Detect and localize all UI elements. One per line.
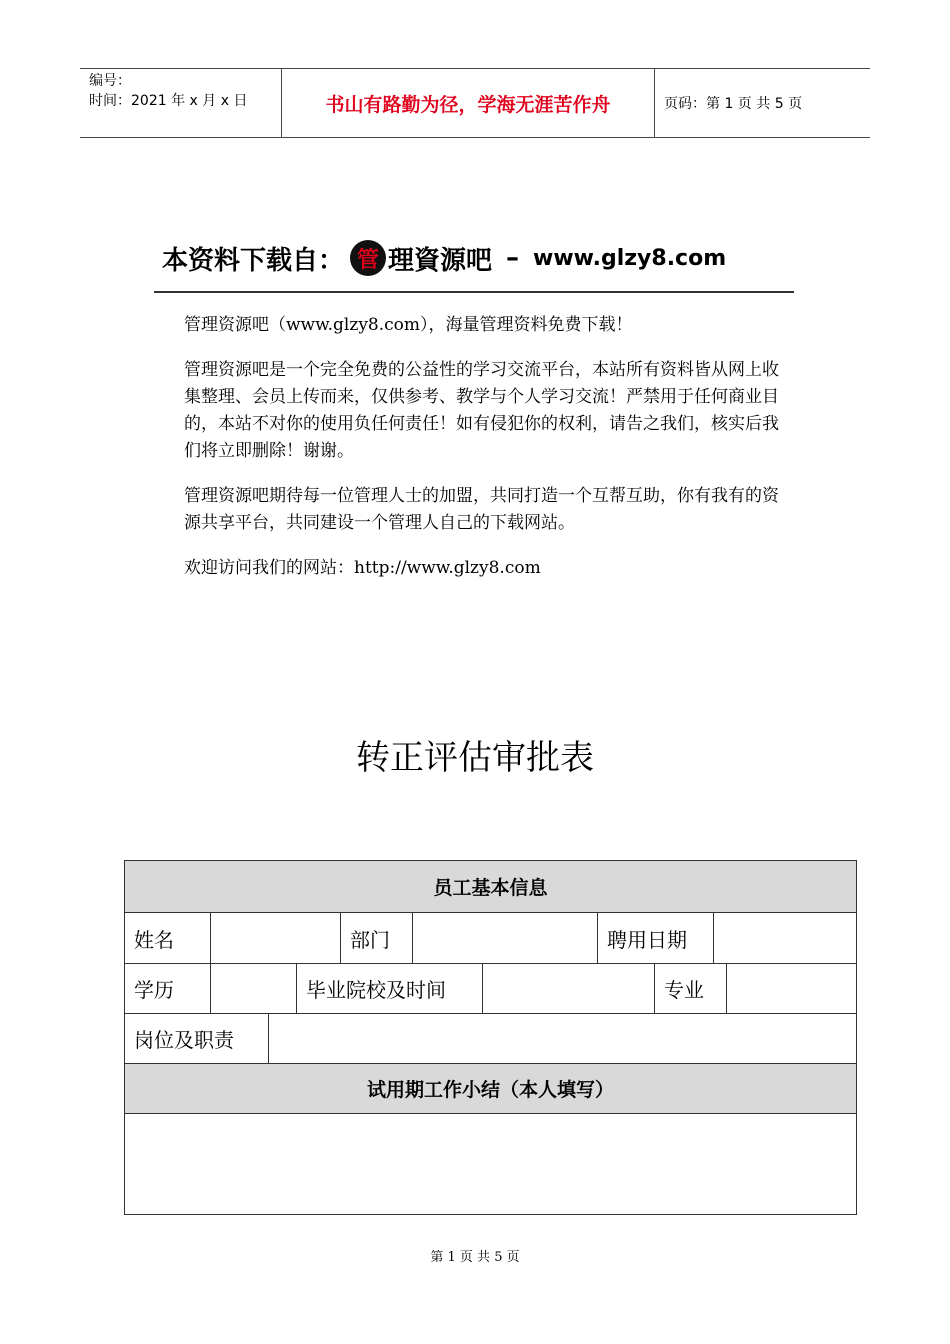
document-header (80, 68, 870, 138)
dept-field[interactable] (413, 913, 598, 963)
major-field[interactable] (727, 964, 856, 1013)
hire-date-field[interactable] (714, 913, 856, 963)
banner-separator: – (506, 243, 520, 273)
banner-site-name: 理資源吧 (388, 245, 493, 276)
form-row-name (125, 913, 856, 964)
intro-paragraph-3: 管理资源吧期待每一位管理人士的加盟，共同打造一个互帮互助，你有我有的资源共享平台，共同建设一个管理人自己的下载网站。 (184, 486, 779, 533)
approval-form (124, 860, 857, 1215)
number-label: 编号： (89, 73, 131, 89)
form-row-position (125, 1014, 856, 1064)
date-line: 时间：2021 年 x 月 x 日 (89, 93, 248, 109)
intro-text (184, 312, 784, 600)
page-info: 页码：第 1 页 共 5 页 (664, 96, 803, 112)
section-basic-info: 员工基本信息 (125, 861, 856, 913)
banner-divider (154, 291, 794, 293)
motto: 书山有路勤为径，学海无涯苦作舟 (282, 69, 655, 137)
hire-date-label: 聘用日期 (598, 913, 714, 963)
position-field[interactable] (269, 1014, 856, 1063)
intro-paragraph-2: 管理资源吧是一个完全免费的公益性的学习交流平台，本站所有资料皆从网上收集整理、会员上传而来，仅供参考、教学与个人学习交流！严禁用于任何商业目的，本站不对你的使用负任何责任！如有侵犯你的权利，请告之我们，核实后我们将立即删除！谢谢。 (184, 360, 779, 461)
education-label: 学历 (125, 964, 211, 1013)
page-title: 转正评估审批表 (356, 738, 594, 778)
banner-prefix: 本资料下载自： (162, 245, 345, 276)
intro-paragraph-1: 管理资源吧（www.glzy8.com），海量管理资料免费下载！ (184, 315, 633, 335)
position-label: 岗位及职责 (125, 1014, 269, 1063)
school-field[interactable] (483, 964, 655, 1013)
download-banner (162, 236, 802, 280)
page-footer: 第 1 页 共 5 页 (430, 1250, 520, 1265)
site-logo-icon: 管 (350, 240, 386, 276)
intro-paragraph-4: 欢迎访问我们的网站：http://www.glzy8.com (184, 558, 541, 578)
banner-url[interactable]: www.glzy8.com (533, 245, 727, 271)
form-row-education (125, 964, 856, 1014)
major-label: 专业 (655, 964, 727, 1013)
section-probation-summary: 试用期工作小结（本人填写） (125, 1064, 856, 1114)
school-label: 毕业院校及时间 (297, 964, 483, 1013)
dept-label: 部门 (341, 913, 413, 963)
education-field[interactable] (211, 964, 297, 1013)
header-meta-cell (80, 69, 282, 137)
name-label: 姓名 (125, 913, 211, 963)
probation-summary-field[interactable] (125, 1114, 856, 1214)
name-field[interactable] (211, 913, 341, 963)
